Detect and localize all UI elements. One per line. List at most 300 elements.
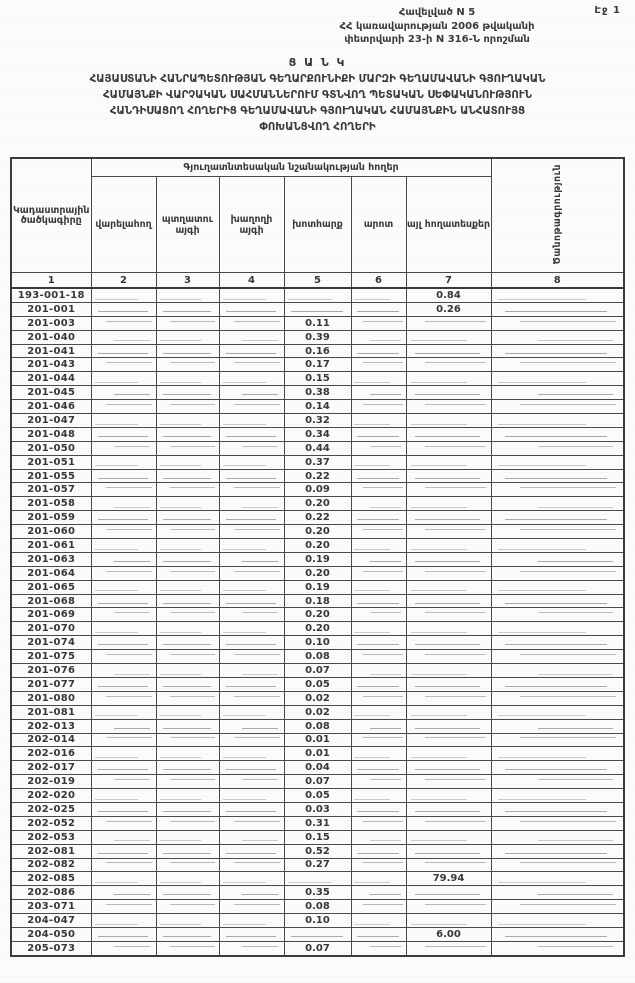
- table-row: [11, 747, 624, 761]
- area-value-cell: [219, 775, 284, 789]
- note-cell: [491, 302, 624, 316]
- note-cell: [491, 330, 624, 344]
- area-value-cell: 0.52: [284, 844, 351, 858]
- cadastral-code-cell: 201-074: [11, 636, 91, 650]
- area-value-cell: [351, 511, 406, 525]
- area-value-cell: [91, 677, 156, 691]
- table-row: [11, 830, 624, 844]
- area-value-cell: [219, 539, 284, 553]
- cadastral-code-cell: 202-052: [11, 816, 91, 830]
- area-value-cell: 0.01: [284, 747, 351, 761]
- area-value-cell: 0.02: [284, 691, 351, 705]
- area-value-cell: [219, 816, 284, 830]
- table-row: [11, 914, 624, 928]
- area-value-cell: [91, 511, 156, 525]
- note-cell: [491, 469, 624, 483]
- area-value-cell: [351, 886, 406, 900]
- note-cell: [491, 816, 624, 830]
- area-value-cell: [219, 761, 284, 775]
- cadastral-code-cell: 201-045: [11, 386, 91, 400]
- area-value-cell: [406, 677, 491, 691]
- table-row: [11, 761, 624, 775]
- area-value-cell: [156, 941, 219, 955]
- area-value-cell: [406, 580, 491, 594]
- area-value-cell: [91, 302, 156, 316]
- area-value-cell: [219, 802, 284, 816]
- note-cell: [491, 830, 624, 844]
- page-number: Էջ 1: [594, 5, 621, 16]
- area-value-cell: 0.18: [284, 594, 351, 608]
- area-value-cell: 0.07: [284, 775, 351, 789]
- area-value-cell: 0.04: [284, 761, 351, 775]
- area-value-cell: [406, 886, 491, 900]
- area-value-cell: [156, 414, 219, 428]
- area-value-cell: 0.16: [284, 344, 351, 358]
- appendix-line: փետրվարի 23-ի N 316-Ն որոշման: [344, 34, 530, 45]
- area-value-cell: [156, 664, 219, 678]
- document-subtitle: [0, 72, 635, 136]
- table-row: [11, 816, 624, 830]
- note-cell: [491, 525, 624, 539]
- area-value-cell: [156, 636, 219, 650]
- cadastral-code-cell: 202-014: [11, 733, 91, 747]
- area-value-cell: [406, 483, 491, 497]
- area-value-cell: [156, 608, 219, 622]
- note-cell: [491, 872, 624, 886]
- table-row: [11, 677, 624, 691]
- area-value-cell: [406, 636, 491, 650]
- area-value-cell: 0.26: [406, 302, 491, 316]
- area-value-cell: [406, 594, 491, 608]
- area-value-cell: [156, 705, 219, 719]
- area-value-cell: [351, 552, 406, 566]
- area-value-cell: [284, 872, 351, 886]
- area-value-cell: [156, 511, 219, 525]
- area-value-cell: [91, 608, 156, 622]
- note-cell: [491, 802, 624, 816]
- area-value-cell: [219, 830, 284, 844]
- table-row: [11, 789, 624, 803]
- table-row: [11, 719, 624, 733]
- cadastral-code-cell: 201-048: [11, 427, 91, 441]
- area-value-cell: [406, 900, 491, 914]
- area-value-cell: [406, 539, 491, 553]
- area-value-cell: [91, 427, 156, 441]
- cadastral-code-cell: 201-080: [11, 691, 91, 705]
- area-value-cell: [406, 469, 491, 483]
- cadastral-code-cell: 201-075: [11, 650, 91, 664]
- col-header-cadastral-code: Կադաստրային ծածկագիրը: [11, 158, 91, 273]
- area-value-cell: [91, 594, 156, 608]
- area-value-cell: [351, 733, 406, 747]
- area-value-cell: [219, 427, 284, 441]
- area-value-cell: [156, 886, 219, 900]
- cadastral-code-cell: 202-016: [11, 747, 91, 761]
- cadastral-code-cell: 202-085: [11, 872, 91, 886]
- cadastral-code-cell: 201-057: [11, 483, 91, 497]
- area-value-cell: [351, 636, 406, 650]
- column-number: 8: [491, 273, 624, 289]
- area-value-cell: 0.09: [284, 483, 351, 497]
- area-value-cell: [156, 733, 219, 747]
- note-cell: [491, 511, 624, 525]
- area-value-cell: [351, 747, 406, 761]
- table-row: [11, 330, 624, 344]
- area-value-cell: [91, 344, 156, 358]
- area-value-cell: [351, 372, 406, 386]
- area-value-cell: [156, 358, 219, 372]
- cadastral-code-cell: 201-055: [11, 469, 91, 483]
- area-value-cell: [351, 580, 406, 594]
- column-number: 7: [406, 273, 491, 289]
- area-value-cell: 0.10: [284, 914, 351, 928]
- area-value-cell: [351, 344, 406, 358]
- note-cell: [491, 372, 624, 386]
- cadastral-code-cell: 202-017: [11, 761, 91, 775]
- cadastral-code-cell: 201-003: [11, 316, 91, 330]
- area-value-cell: [351, 302, 406, 316]
- area-value-cell: 0.20: [284, 497, 351, 511]
- area-value-cell: [156, 386, 219, 400]
- area-value-cell: 0.39: [284, 330, 351, 344]
- area-value-cell: [156, 677, 219, 691]
- note-cell: [491, 552, 624, 566]
- note-cell: [491, 733, 624, 747]
- area-value-cell: [406, 414, 491, 428]
- area-value-cell: 0.14: [284, 400, 351, 414]
- area-value-cell: [219, 441, 284, 455]
- area-value-cell: [406, 775, 491, 789]
- area-value-cell: [219, 372, 284, 386]
- area-value-cell: [351, 691, 406, 705]
- area-value-cell: [91, 691, 156, 705]
- area-value-cell: [351, 414, 406, 428]
- note-cell: [491, 705, 624, 719]
- table-row: [11, 608, 624, 622]
- area-value-cell: [219, 455, 284, 469]
- area-value-cell: [91, 414, 156, 428]
- appendix-line: Հավելված N 5: [398, 7, 476, 18]
- col-header-orchard: պտղատու այգի: [156, 177, 219, 273]
- area-value-cell: [406, 622, 491, 636]
- cadastral-code-cell: 201-040: [11, 330, 91, 344]
- note-cell: [491, 636, 624, 650]
- area-value-cell: [91, 636, 156, 650]
- area-value-cell: [91, 441, 156, 455]
- area-value-cell: [91, 872, 156, 886]
- area-value-cell: [156, 830, 219, 844]
- area-value-cell: [156, 816, 219, 830]
- area-value-cell: [91, 927, 156, 941]
- area-value-cell: [406, 316, 491, 330]
- area-value-cell: [219, 858, 284, 872]
- area-value-cell: [351, 844, 406, 858]
- area-value-cell: [219, 566, 284, 580]
- area-value-cell: [91, 858, 156, 872]
- area-value-cell: [351, 594, 406, 608]
- note-cell: [491, 719, 624, 733]
- table-row: [11, 455, 624, 469]
- cadastral-code-cell: 202-081: [11, 844, 91, 858]
- cadastral-code-cell: 202-086: [11, 886, 91, 900]
- area-value-cell: [284, 927, 351, 941]
- col-header-vineyard: խաղողի այգի: [219, 177, 284, 273]
- area-value-cell: 79.94: [406, 872, 491, 886]
- area-value-cell: [351, 330, 406, 344]
- cadastral-code-cell: 204-047: [11, 914, 91, 928]
- cadastral-code-cell: 201-077: [11, 677, 91, 691]
- area-value-cell: [219, 483, 284, 497]
- area-value-cell: [156, 469, 219, 483]
- area-value-cell: 0.20: [284, 622, 351, 636]
- area-value-cell: [406, 733, 491, 747]
- col-header-other-lands: այլ հողատեսքեր: [406, 177, 491, 273]
- area-value-cell: [219, 330, 284, 344]
- area-value-cell: 0.03: [284, 802, 351, 816]
- area-value-cell: [219, 469, 284, 483]
- table-row: [11, 372, 624, 386]
- area-value-cell: [156, 455, 219, 469]
- area-value-cell: [406, 858, 491, 872]
- area-value-cell: [406, 941, 491, 955]
- area-value-cell: [91, 622, 156, 636]
- area-value-cell: 0.19: [284, 552, 351, 566]
- area-value-cell: [91, 552, 156, 566]
- table-row: [11, 691, 624, 705]
- area-value-cell: [351, 483, 406, 497]
- document-title: Ց Ա Ն Կ: [288, 56, 347, 69]
- area-value-cell: [219, 386, 284, 400]
- table-row: [11, 872, 624, 886]
- area-value-cell: 0.37: [284, 455, 351, 469]
- area-value-cell: [91, 469, 156, 483]
- cadastral-code-cell: 201-059: [11, 511, 91, 525]
- area-value-cell: [219, 900, 284, 914]
- area-value-cell: [219, 414, 284, 428]
- area-value-cell: [406, 344, 491, 358]
- table-row: [11, 858, 624, 872]
- area-value-cell: [351, 316, 406, 330]
- area-value-cell: [219, 552, 284, 566]
- area-value-cell: [91, 747, 156, 761]
- table-row: [11, 302, 624, 316]
- area-value-cell: [284, 288, 351, 302]
- area-value-cell: 0.20: [284, 566, 351, 580]
- table-row: [11, 566, 624, 580]
- area-value-cell: [156, 400, 219, 414]
- area-value-cell: [219, 302, 284, 316]
- area-value-cell: [406, 525, 491, 539]
- area-value-cell: [156, 900, 219, 914]
- table-row: [11, 344, 624, 358]
- area-value-cell: 0.20: [284, 608, 351, 622]
- area-value-cell: [351, 288, 406, 302]
- column-number: 3: [156, 273, 219, 289]
- area-value-cell: [351, 927, 406, 941]
- area-value-cell: [351, 539, 406, 553]
- note-cell: [491, 650, 624, 664]
- table-header-row: [11, 158, 624, 177]
- note-cell: [491, 761, 624, 775]
- area-value-cell: [219, 747, 284, 761]
- area-value-cell: 0.19: [284, 580, 351, 594]
- area-value-cell: 0.05: [284, 789, 351, 803]
- area-value-cell: [156, 789, 219, 803]
- area-value-cell: [156, 316, 219, 330]
- area-value-cell: [219, 525, 284, 539]
- note-cell: [491, 858, 624, 872]
- table-row: [11, 802, 624, 816]
- area-value-cell: [91, 705, 156, 719]
- area-value-cell: [406, 664, 491, 678]
- area-value-cell: [406, 844, 491, 858]
- area-value-cell: 0.15: [284, 372, 351, 386]
- area-value-cell: [406, 358, 491, 372]
- note-cell: [491, 441, 624, 455]
- area-value-cell: [406, 802, 491, 816]
- note-cell: [491, 900, 624, 914]
- area-value-cell: [406, 914, 491, 928]
- area-value-cell: [156, 691, 219, 705]
- area-value-cell: 0.01: [284, 733, 351, 747]
- area-value-cell: 0.07: [284, 941, 351, 955]
- cadastral-code-cell: 203-071: [11, 900, 91, 914]
- area-value-cell: 0.20: [284, 525, 351, 539]
- table-row: [11, 844, 624, 858]
- area-value-cell: [351, 775, 406, 789]
- area-value-cell: [156, 580, 219, 594]
- area-value-cell: [219, 400, 284, 414]
- area-value-cell: [351, 816, 406, 830]
- area-value-cell: [91, 914, 156, 928]
- note-cell: [491, 414, 624, 428]
- area-value-cell: [351, 525, 406, 539]
- note-cell: [491, 483, 624, 497]
- col-header-hayfield: խոտհարք: [284, 177, 351, 273]
- area-value-cell: [219, 288, 284, 302]
- area-value-cell: 0.35: [284, 886, 351, 900]
- area-value-cell: [351, 400, 406, 414]
- cadastral-code-cell: 201-041: [11, 344, 91, 358]
- area-value-cell: [91, 650, 156, 664]
- area-value-cell: [91, 372, 156, 386]
- table-row: [11, 664, 624, 678]
- table-row: [11, 886, 624, 900]
- subtitle-line: ՀԱՄԱՅՆՔԻ ՎԱՐՉԱԿԱՆ ՍԱՀՄԱՆՆԵՐՈՒՄ ԳՏՆՎՈՂ ՊԵՏԱԿԱՆ ՍԵՓԱԿԱՆՈՒԹՅՈՒՆ: [103, 90, 532, 101]
- cadastral-code-cell: 201-051: [11, 455, 91, 469]
- area-value-cell: [219, 719, 284, 733]
- area-value-cell: [91, 288, 156, 302]
- cadastral-code-cell: 202-013: [11, 719, 91, 733]
- area-value-cell: [219, 886, 284, 900]
- note-cell: [491, 344, 624, 358]
- area-value-cell: [406, 372, 491, 386]
- column-number: 1: [11, 273, 91, 289]
- cadastral-code-cell: 204-050: [11, 927, 91, 941]
- note-cell: [491, 886, 624, 900]
- area-value-cell: [91, 761, 156, 775]
- area-value-cell: 0.07: [284, 664, 351, 678]
- area-value-cell: [351, 705, 406, 719]
- note-cell: [491, 608, 624, 622]
- table-row: [11, 650, 624, 664]
- appendix-reference: [297, 6, 577, 47]
- area-value-cell: [219, 608, 284, 622]
- table-body: [11, 288, 624, 956]
- table-row: [11, 525, 624, 539]
- area-value-cell: [406, 816, 491, 830]
- note-cell: [491, 844, 624, 858]
- table-row: [11, 927, 624, 941]
- area-value-cell: 0.05: [284, 677, 351, 691]
- note-cell: [491, 580, 624, 594]
- appendix-line: ՀՀ կառավարության 2006 թվականի: [339, 20, 535, 32]
- area-value-cell: [406, 789, 491, 803]
- area-value-cell: [156, 344, 219, 358]
- note-cell: [491, 400, 624, 414]
- area-value-cell: [91, 802, 156, 816]
- area-value-cell: [219, 664, 284, 678]
- table-row: [11, 636, 624, 650]
- area-value-cell: [406, 705, 491, 719]
- area-value-cell: 0.08: [284, 650, 351, 664]
- area-value-cell: [156, 775, 219, 789]
- note-cell: [491, 594, 624, 608]
- subtitle-line: ՀԱՅԱՍՏԱՆԻ ՀԱՆՐԱՊԵՏՈՒԹՅԱՆ ԳԵՂԱՐՔՈՒՆԻՔԻ ՄԱՐԶԻ ԳԵՂԱՄԱՎԱՆԻ ԳՅՈՒՂԱԿԱՆ: [89, 74, 546, 85]
- area-value-cell: [91, 733, 156, 747]
- note-cell: [491, 497, 624, 511]
- area-value-cell: [406, 691, 491, 705]
- area-value-cell: [351, 608, 406, 622]
- cadastral-code-cell: 201-081: [11, 705, 91, 719]
- area-value-cell: [351, 914, 406, 928]
- area-value-cell: [406, 747, 491, 761]
- area-value-cell: [351, 455, 406, 469]
- col-group-header-agricultural-lands: Գյուղատնտեսական նշանակության հողեր: [91, 158, 491, 177]
- cadastral-code-cell: 202-082: [11, 858, 91, 872]
- area-value-cell: [91, 566, 156, 580]
- area-value-cell: [351, 650, 406, 664]
- area-value-cell: [91, 497, 156, 511]
- area-value-cell: [91, 775, 156, 789]
- area-value-cell: [91, 719, 156, 733]
- cadastral-code-cell: 201-069: [11, 608, 91, 622]
- area-value-cell: 0.22: [284, 511, 351, 525]
- cadastral-code-cell: 202-053: [11, 830, 91, 844]
- area-value-cell: [156, 802, 219, 816]
- area-value-cell: [351, 872, 406, 886]
- column-number: 6: [351, 273, 406, 289]
- cadastral-code-cell: 201-050: [11, 441, 91, 455]
- area-value-cell: [219, 941, 284, 955]
- area-value-cell: [219, 497, 284, 511]
- table-row: [11, 441, 624, 455]
- area-value-cell: 0.17: [284, 358, 351, 372]
- table-row: [11, 539, 624, 553]
- col-header-pasture: արոտ: [351, 177, 406, 273]
- area-value-cell: [351, 441, 406, 455]
- note-cell: [491, 927, 624, 941]
- area-value-cell: [156, 747, 219, 761]
- area-value-cell: [219, 580, 284, 594]
- area-value-cell: [156, 427, 219, 441]
- table-row: [11, 386, 624, 400]
- area-value-cell: [406, 386, 491, 400]
- area-value-cell: [91, 358, 156, 372]
- area-value-cell: [351, 900, 406, 914]
- cadastral-code-cell: 201-047: [11, 414, 91, 428]
- cadastral-code-cell: 205-073: [11, 941, 91, 955]
